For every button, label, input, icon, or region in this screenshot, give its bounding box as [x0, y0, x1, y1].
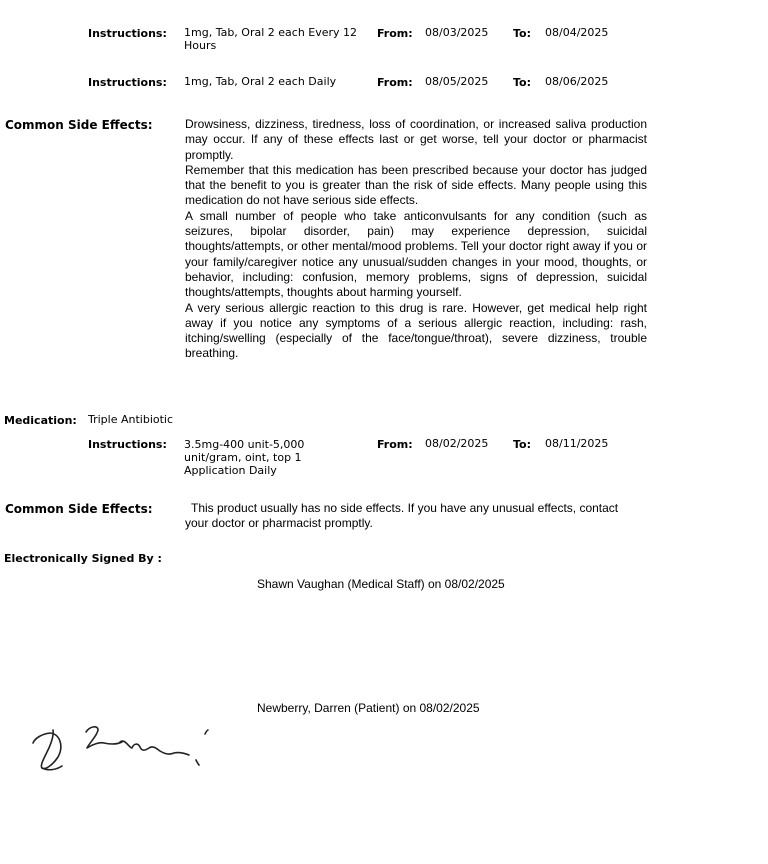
- instructions-label: Instructions:: [88, 438, 167, 451]
- from-label: From:: [377, 27, 413, 40]
- instructions-text: 3.5mg-400 unit-5,000 unit/gram, oint, top 1 Application Daily: [184, 438, 305, 477]
- instructions-label: Instructions:: [88, 27, 167, 40]
- side-effects-paragraph: A small number of people who take anticonvulsants for any condition (such as seizures, bipolar disorder, pain) may experience depression, suicidal thoughts/attempts, or other mental/mood problems. Tell your doctor right away if you or your family/caregiver notice any unusual/sudden changes in your mood, thoughts, or behavior, including: confusion, memory problems, signs of depression, suicidal thoughts/attempts, thoughts about harming yourself.: [185, 208, 647, 300]
- to-date: 08/06/2025: [545, 75, 609, 88]
- side-effects-paragraph: Drowsiness, dizziness, tiredness, loss of coordination, or increased saliva production may occur. If any of these effects last or get worse, tell your doctor or pharmacist promptly.: [185, 117, 647, 162]
- to-date: 08/11/2025: [545, 437, 609, 450]
- instructions-label: Instructions:: [88, 76, 167, 89]
- from-label: From:: [377, 76, 413, 89]
- from-date: 08/02/2025: [425, 437, 489, 450]
- instructions-text: 1mg, Tab, Oral 2 each Every 12 Hours: [184, 26, 358, 52]
- from-date: 08/05/2025: [425, 75, 489, 88]
- handwritten-signature: [28, 722, 214, 776]
- side-effects-label: Common Side Effects:: [5, 502, 153, 516]
- instructions-text: 1mg, Tab, Oral 2 each Daily: [184, 75, 337, 88]
- side-effects-paragraph: A very serious allergic reaction to this drug is rare. However, get medical help right away if you notice any symptoms of a serious allergic reaction, including: rash, itching/swelling (especially of the face/tongue/throat), severe dizziness, trouble breathing.: [185, 300, 647, 361]
- medication-label: Medication:: [4, 414, 77, 427]
- from-date: 08/03/2025: [425, 26, 489, 39]
- patient-signature-line: Newberry, Darren (Patient) on 08/02/2025: [257, 701, 480, 715]
- medication-name: Triple Antibiotic: [88, 413, 174, 426]
- side-effects-text: [185, 117, 647, 362]
- from-label: From:: [377, 438, 413, 451]
- side-effects-label: Common Side Effects:: [5, 118, 153, 132]
- to-label: To:: [513, 76, 531, 89]
- to-label: To:: [513, 27, 531, 40]
- side-effects-text: This product usually has no side effects. If you have any unusual effects, contact your doctor or pharmacist promptly.: [185, 501, 619, 531]
- to-date: 08/04/2025: [545, 26, 609, 39]
- signed-by-label: Electronically Signed By :: [4, 552, 162, 565]
- side-effects-paragraph: Remember that this medication has been prescribed because your doctor has judged that the benefit to you is greater than the risk of side effects. Many people using this medication do not have serious side effects.: [185, 162, 647, 208]
- to-label: To:: [513, 438, 531, 451]
- staff-signature-line: Shawn Vaughan (Medical Staff) on 08/02/2025: [257, 577, 505, 591]
